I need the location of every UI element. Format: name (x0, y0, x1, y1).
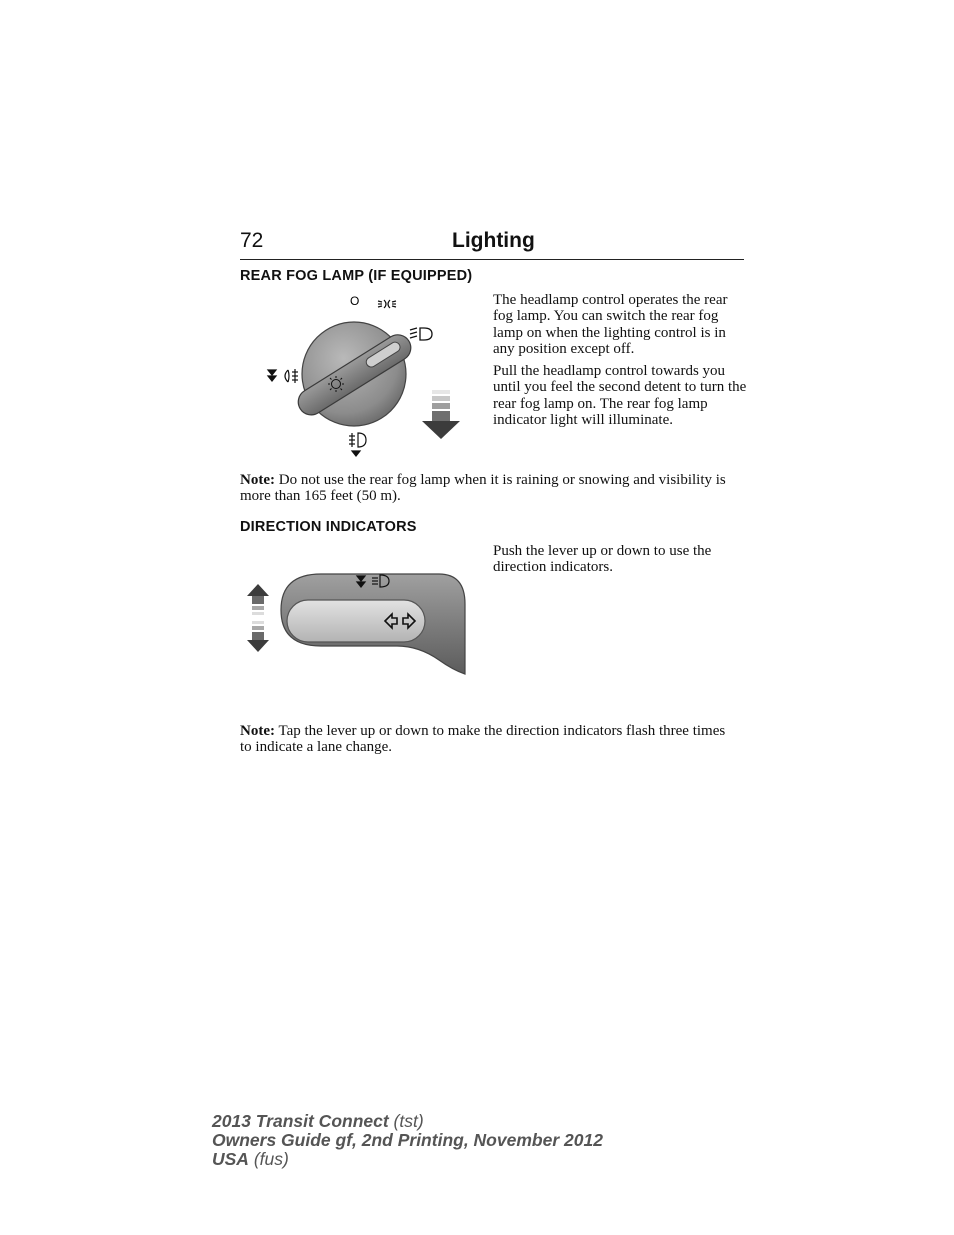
page-number: 72 (240, 229, 264, 252)
off-position-label: O (350, 294, 360, 308)
footer-line-2 (212, 1131, 603, 1150)
note-label: Note: (240, 472, 275, 488)
footer-market: USA (212, 1149, 249, 1169)
section-heading-direction-indicators: DIRECTION INDICATORS (240, 519, 417, 535)
rear-fog-note (240, 472, 735, 505)
direction-lever-figure (243, 570, 473, 680)
footer-model-code: (tst) (388, 1111, 424, 1131)
pull-arrow-icon (422, 390, 460, 439)
rear-fog-lamp-icon (349, 433, 366, 456)
note-text: Do not use the rear fog lamp when it is raining or snowing and visibility is more than 165 feet (50 m). (240, 472, 726, 505)
note-text: Tap the lever up or down to make the direction indicators flash three times to indicate a lane change. (240, 723, 726, 756)
section-heading-rear-fog: REAR FOG LAMP (IF EQUIPPED) (240, 268, 473, 284)
rear-fog-paragraph-2: Pull the headlamp control towards you until you feel the second detent to turn the rear fog lamp on. The rear fog lamp indicator light will illuminate. (493, 363, 747, 429)
direction-note (240, 723, 735, 756)
lever-face (287, 600, 425, 642)
footer-line-3 (212, 1150, 289, 1169)
footer-guide-info: Owners Guide gf, 2nd Printing, November 2012 (212, 1130, 603, 1150)
headlamp-control-figure (262, 292, 462, 462)
header-divider (240, 259, 744, 260)
front-fog-lamp-icon (268, 369, 298, 383)
footer-line-1 (212, 1112, 424, 1131)
footer-market-code: (fus) (248, 1149, 289, 1169)
direction-paragraph-1: Push the lever up or down to use the direction indicators. (493, 543, 712, 576)
low-beam-icon (410, 328, 432, 340)
up-down-arrow-icon (247, 584, 269, 652)
note-label: Note: (240, 723, 275, 739)
rear-fog-paragraph-1: The headlamp control operates the rear fog lamp. You can switch the rear fog lamp on when the lighting control is in any position except off. (493, 292, 728, 358)
footer-model: 2013 Transit Connect (212, 1111, 389, 1131)
parking-lamp-icon (378, 300, 396, 308)
chapter-title: Lighting (452, 229, 535, 252)
